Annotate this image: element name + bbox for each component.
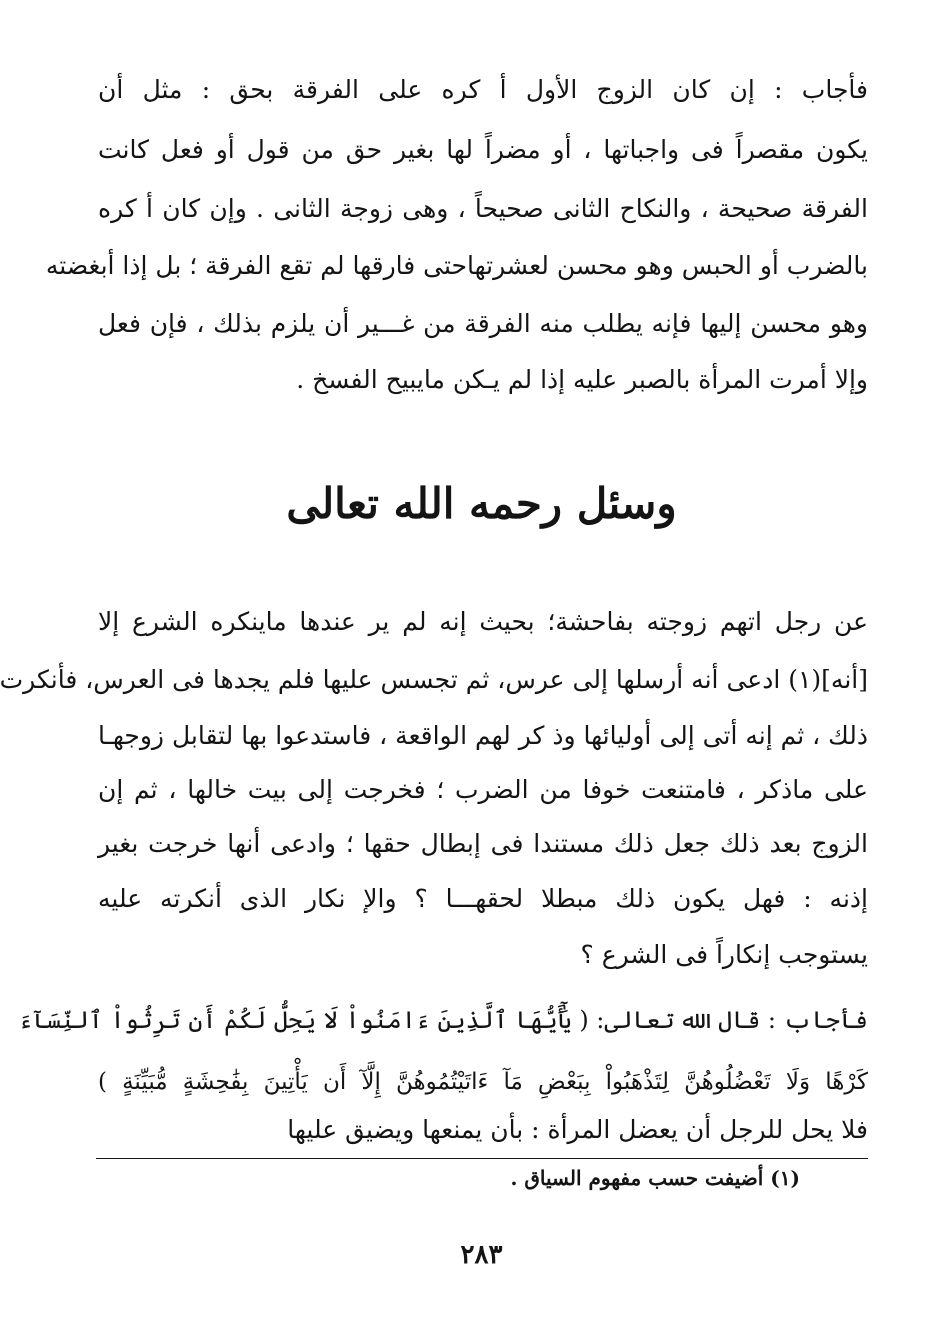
paragraph-line: فأجاب : إن كان الزوج الأول أ كره على الفرقة بحق : مثل أن xyxy=(98,75,868,104)
paragraph-line: وهو محسن إليها فإنه يطلب منه الفرقة من غـــير أن يلزم بذلك ، فإن فعل xyxy=(98,309,868,338)
question-line: يستوجب إنكاراً فى الشرع ؟ xyxy=(580,940,868,969)
page-number: ٢٨٣ xyxy=(460,1240,503,1270)
question-line: على ماذكر ، فامتنعت خوفا من الضرب ؛ فخرجت إلى بيت خالها ، ثم إن xyxy=(98,775,868,804)
question-line: ذلك ، ثم إنه أتى إلى أوليائها وذ كر لهم الواقعة ، فاستدعوا بها لتقابل زوجهـا xyxy=(97,721,868,750)
question-line: الزوج بعد ذلك جعل ذلك مستندا فى إبطال حقها ؛ وادعى أنها خرجت بغير xyxy=(98,829,868,858)
footnote: (١) أضيفت حسب مفهوم السياق . xyxy=(510,1166,800,1190)
paragraph-line: بالضرب أو الحبس وهو محسن لعشرتهاحتى فارقها لم تقع الفرقة ؛ بل إذا أبغضته xyxy=(45,251,868,280)
footnote-divider xyxy=(96,1158,868,1159)
paragraph-line: وإلا أمرت المرأة بالصبر عليه إذا لم يـكن مايبيح الفسخ . xyxy=(296,365,868,394)
answer-line: فلا يحل للرجل أن يعضل المرأة : بأن يمنعها ويضيق عليها xyxy=(287,1115,868,1144)
paragraph-line: يكون مقصراً فى واجباتها ، أو مضراً لها بغير حق من قول أو فعل كانت xyxy=(98,135,868,164)
answer-line: فأجاب : قال الله تعالى: ( يَٰٓأَيُّهَا ٱلَّذِينَ ءَامَنُواْ لَا يَحِلُّ لَكُمْ أَن تَرِثُواْ ٱلنِّسَآءَ xyxy=(18,1006,868,1034)
question-line: [أنه](١) ادعى أنه أرسلها إلى عرس، ثم تجسس عليها فلم يجدها فى العرس، فأنكرت xyxy=(0,665,868,694)
quran-verse-line: كَرْهًا وَلَا تَعْضُلُوهُنَّ لِتَذْهَبُواْ بِبَعْضِ مَآ ءَاتَيْتُمُوهُنَّ إِلَّآ أَن يَأْتِينَ بِفَٰحِشَةٍ مُّبَيِّنَةٍ ) xyxy=(98,1069,868,1095)
question-line: إذنه : فهل يكون ذلك مبطلا لحقهـــا ؟ والإ نكار الذى أنكرته عليه xyxy=(98,884,868,913)
paragraph-line: الفرقة صحيحة ، والنكاح الثانى صحيحاً ، وهى زوجة الثانى . وإن كان أ كره xyxy=(98,194,868,223)
section-heading: وسئل رحمه الله تعالى xyxy=(286,479,677,528)
question-line: عن رجل اتهم زوجته بفاحشة؛ بحيث إنه لم ير عندها ماينكره الشرع إلا xyxy=(98,607,868,636)
